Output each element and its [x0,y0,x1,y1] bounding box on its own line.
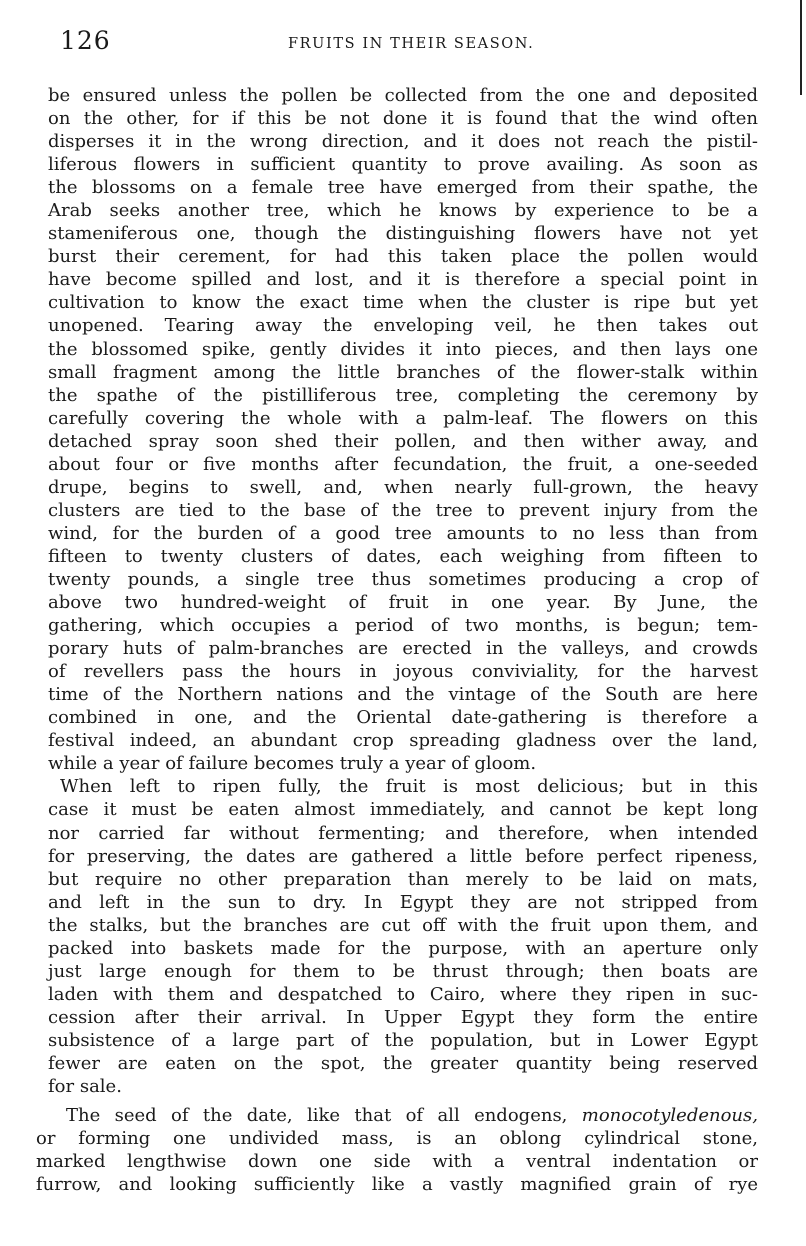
text-run: The seed of the date, like that of all endogens, [66,1105,582,1127]
text-line: fifteen to twenty clusters of dates, each weighing from fifteen to [48,545,758,567]
text-line: or forming one undivided mass, is an oblong cylindrical stone, [36,1128,758,1150]
text-line: cession after their arrival. In Upper Egypt they form the entire [48,1006,758,1028]
text-line: laden with them and despatched to Cairo, where they ripen in suc- [48,983,758,1005]
text-line: for preserving, the dates are gathered a little before perfect ripeness, [48,845,758,867]
text-line: disperses it in the wrong direction, and it does not reach the pistil- [48,131,758,153]
text-line [36,1104,758,1127]
text-line: the stalks, but the branches are cut off with the fruit upon them, and [48,914,758,936]
text-line: while a year of failure becomes truly a year of gloom. [48,753,537,775]
text-line: When left to ripen fully, the fruit is most delicious; but in this [60,776,758,798]
text-line: have become spilled and lost, and it is therefore a special point in [48,269,758,291]
text-line: case it must be eaten almost immediately, and cannot be kept long [48,799,758,821]
text-line: drupe, begins to swell, and, when nearly full-grown, the heavy [48,476,758,498]
text-line: festival indeed, an abundant crop spreading gladness over the land, [48,730,758,752]
paragraph-1 [36,84,758,775]
paragraph-2 [36,775,758,1098]
text-line: porary huts of palm-branches are erected in the valleys, and crowds [48,638,758,660]
text-line: marked lengthwise down one side with a ventral indentation or [36,1151,758,1173]
text-line: subsistence of a large part of the population, but in Lower Egypt [48,1029,758,1051]
page-number: 126 [60,26,111,55]
text-line: the blossomed spike, gently divides it into pieces, and then lays one [48,338,758,360]
text-line: small fragment among the little branches of the flower-stalk within [48,361,758,383]
text-line: liferous flowers in sufficient quantity to prove availing. As soon as [48,154,758,176]
running-title: FRUITS IN THEIR SEASON. [288,36,535,52]
italic-term: monocotyledenous, [581,1105,758,1127]
text-line: of revellers pass the hours in joyous conviviality, for the harvest [48,661,758,683]
text-line: fewer are eaten on the spot, the greater quantity being reserved [48,1052,758,1074]
text-line: just large enough for them to be thrust through; then boats are [48,960,758,982]
text-line: combined in one, and the Oriental date-gathering is therefore a [48,707,758,729]
page-edge-rule [800,0,802,95]
page-header [60,26,760,66]
text-line: the blossoms on a female tree have emerged from their spathe, the [48,177,758,199]
text-line: on the other, for if this be not done it is found that the wind often [48,108,758,130]
text-line: detached spray soon shed their pollen, and then wither away, and [48,430,758,452]
text-line: clusters are tied to the base of the tree to prevent injury from the [48,499,758,521]
text-line: cultivation to know the exact time when the cluster is ripe but yet [48,292,758,314]
text-line: gathering, which occupies a period of two months, is begun; tem- [48,615,758,637]
text-line: for sale. [48,1076,122,1098]
text-line: carefully covering the whole with a palm-leaf. The flowers on this [48,407,758,429]
text-line: time of the Northern nations and the vintage of the South are here [48,684,758,706]
text-line: above two hundred-weight of fruit in one year. By June, the [48,592,758,614]
body-text [36,84,758,1196]
text-line: twenty pounds, a single tree thus sometimes producing a crop of [48,568,758,590]
text-line: and left in the sun to dry. In Egypt they are not stripped from [48,891,758,913]
text-line: burst their cerement, for had this taken place the pollen would [48,246,758,268]
text-line: nor carried far without fermenting; and therefore, when intended [48,822,758,844]
text-line: Arab seeks another tree, which he knows by experience to be a [48,200,758,222]
text-line: unopened. Tearing away the enveloping veil, he then takes out [48,315,758,337]
text-line: the spathe of the pistilliferous tree, completing the ceremony by [48,384,758,406]
text-line: be ensured unless the pollen be collected from the one and deposited [48,85,758,106]
text-line: packed into baskets made for the purpose, with an aperture only [48,937,758,959]
text-line: about four or five months after fecundation, the fruit, a one-seeded [48,453,758,475]
text-line: stameniferous one, though the distinguishing flowers have not yet [48,223,758,245]
paragraph-3 [36,1104,758,1196]
text-line: wind, for the burden of a good tree amounts to no less than from [48,522,758,544]
text-line: but require no other preparation than merely to be laid on mats, [48,868,758,890]
text-line: furrow, and looking sufficiently like a vastly magnified grain of rye [36,1174,758,1196]
